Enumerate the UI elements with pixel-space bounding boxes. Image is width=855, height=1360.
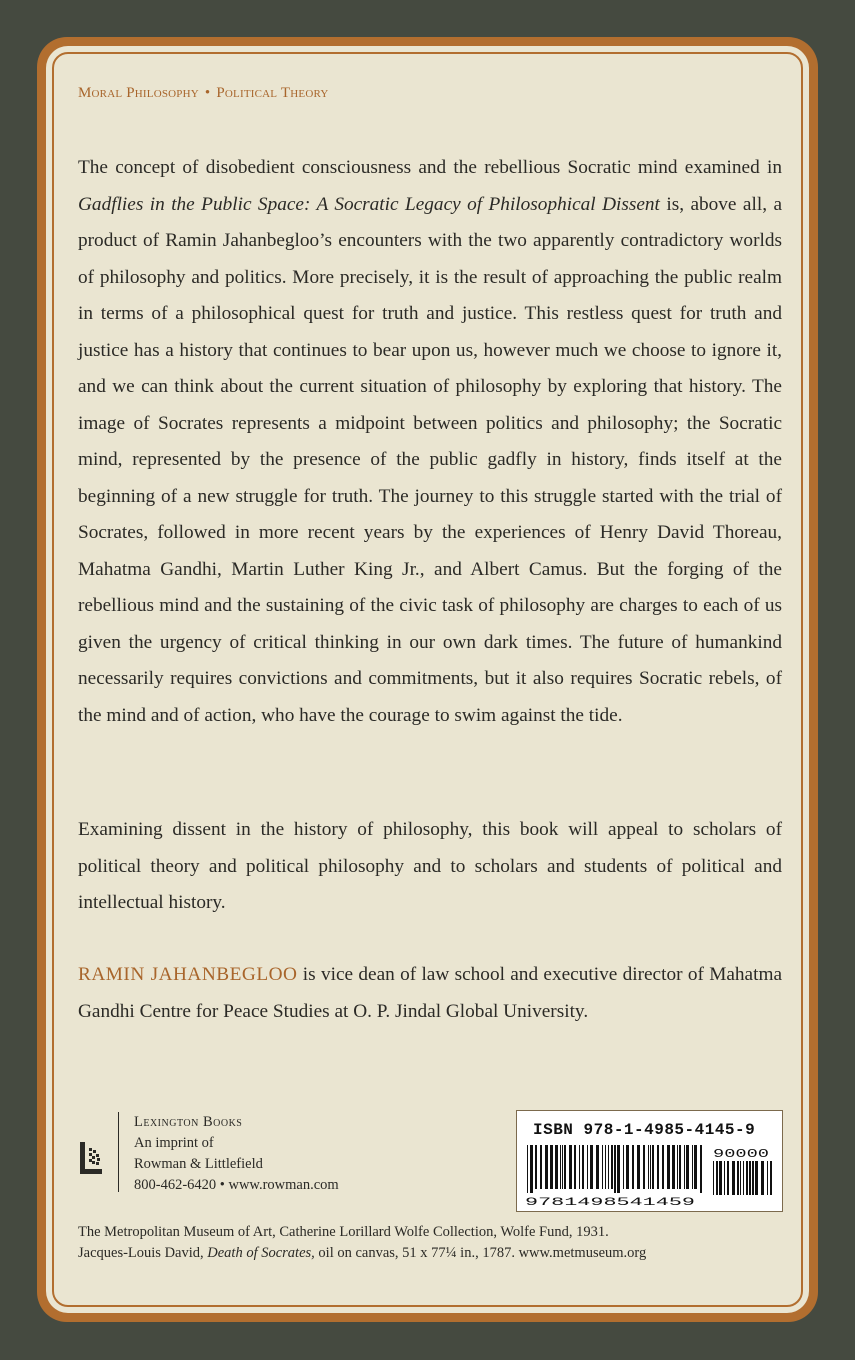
barcode-bar	[637, 1145, 640, 1189]
barcode-bar	[740, 1161, 741, 1195]
barcode-bar	[555, 1145, 558, 1189]
isbn-label: ISBN 978-1-4985-4145-9	[533, 1121, 756, 1139]
barcode-bar	[713, 1161, 714, 1195]
publisher-name: Lexington Books	[134, 1114, 243, 1130]
barcode-bar	[569, 1145, 572, 1189]
barcode-bar	[605, 1145, 606, 1189]
barcode-bar	[632, 1145, 634, 1189]
barcode-bar	[596, 1145, 599, 1189]
barcode-bar	[727, 1161, 729, 1195]
barcode-bar	[614, 1145, 616, 1193]
barcode-bar	[535, 1145, 537, 1189]
barcode-bar	[737, 1161, 739, 1195]
isbn-barcode	[516, 1110, 783, 1212]
author-bio: is vice dean of law school and executive director of Mahatma Gandhi Centre for Peace Studies at O. P. Jindal Global University.	[78, 964, 783, 1022]
barcode-bar	[562, 1145, 563, 1189]
ean-digits: 9781498541459	[525, 1197, 695, 1207]
price-code: 90000	[713, 1147, 769, 1161]
barcode-bar	[770, 1161, 772, 1195]
publisher-divider	[118, 1112, 119, 1192]
author-name: RAMIN JAHANBEGLOO	[78, 964, 298, 985]
description-paragraph	[78, 150, 782, 734]
barcode-bar	[724, 1161, 725, 1195]
description-body: is, above all, a product of Ramin Jahanbegloo’s encounters with the two apparently contradictory worlds of philosophy and politics. More precisely, it is the result of approaching the public realm in terms of a philosophical quest for truth and justice. This restless quest for truth and justice has a history that continues to bear upon us, however much we choose to ignore it, and we can think about the current situation of philosophy by exploring that history. The image of Socrates represents a midpoint between politics and philosophy; the Socratic mind, represented by the presence of the public gadfly in history, finds itself at the beginning of a new struggle for truth. The journey to this struggle started with the trial of Socrates, followed in more recent years by the experiences of Henry David Thoreau, Mahatma Gandhi, Martin Luther King Jr., and Albert Camus. But the forging of the rebellious mind and the sustaining of the civic task of philosophy are charges to each of us given the urgency of critical thinking in our own dark times. The future of humankind necessarily requires convictions and commitments, but it also requires Socratic rebels, of the mind and of action, who have the courage to swim against the tide.	[78, 193, 782, 726]
credit-line-painting	[78, 1243, 798, 1264]
barcode-bar	[755, 1161, 758, 1195]
barcode-bar	[761, 1161, 764, 1195]
barcode-bar	[677, 1145, 678, 1189]
barcode-bar	[743, 1161, 744, 1195]
barcode-bar	[590, 1145, 593, 1189]
barcode-bar	[657, 1145, 659, 1189]
barcode-bar	[540, 1145, 542, 1189]
barcode-graphic	[525, 1145, 775, 1207]
barcode-bar	[662, 1145, 664, 1189]
barcode-bar	[716, 1161, 718, 1195]
barcode-bar	[679, 1145, 681, 1189]
barcode-bar	[550, 1145, 553, 1189]
category-line	[78, 85, 329, 102]
audience-paragraph: Examining dissent in the history of philosophy, this book will appeal to scholars of political theory and political philosophy and to scholars and students of political and intellectual history.	[78, 819, 782, 913]
barcode-bar	[667, 1145, 670, 1189]
barcode-bar	[587, 1145, 588, 1189]
author-bio-paragraph	[78, 957, 782, 1030]
barcode-bar	[692, 1145, 693, 1189]
barcode-bar	[545, 1145, 548, 1189]
barcode-bar	[648, 1145, 649, 1189]
barcode-bar	[617, 1145, 620, 1193]
barcode-bar	[582, 1145, 584, 1189]
barcode-bar	[564, 1145, 566, 1189]
publisher-info	[134, 1112, 339, 1196]
barcode-bar	[623, 1145, 624, 1189]
barcode-bar	[574, 1145, 576, 1189]
barcode-bar	[719, 1161, 722, 1195]
publisher-logo-icon	[78, 1138, 106, 1178]
barcode-bar	[694, 1145, 697, 1189]
barcode-bar	[527, 1145, 528, 1193]
description-intro: The concept of disobedient consciousness and the rebellious Socratic mind examined in	[78, 157, 782, 178]
barcode-bar	[732, 1161, 735, 1195]
barcode-bar	[752, 1161, 754, 1195]
publisher-imprint: An imprint of	[134, 1135, 214, 1151]
publisher-block	[78, 1110, 378, 1192]
barcode-bar	[652, 1145, 654, 1189]
barcode-bar	[608, 1145, 609, 1189]
barcode-bar	[767, 1161, 768, 1195]
credit-artist: Jacques-Louis David,	[78, 1245, 208, 1261]
category-political-theory: Political Theory	[216, 85, 329, 101]
category-separator: •	[204, 85, 211, 101]
barcode-bar	[650, 1145, 651, 1189]
barcode-bar	[746, 1161, 748, 1195]
barcode-bar	[749, 1161, 751, 1195]
book-title: Gadflies in the Public Space: A Socratic Legacy of Philosophical Dissent	[78, 193, 660, 215]
painting-title: Death of Socrates,	[207, 1245, 315, 1261]
barcode-bar	[602, 1145, 603, 1189]
credit-line-museum: The Metropolitan Museum of Art, Catherine Lorillard Wolfe Collection, Wolfe Fund, 1931.	[78, 1224, 609, 1240]
barcode-bar	[579, 1145, 580, 1189]
publisher-contact: 800-462-6420 • www.rowman.com	[134, 1177, 339, 1193]
category-moral-philosophy: Moral Philosophy	[78, 85, 199, 101]
publisher-parent: Rowman & Littlefield	[134, 1156, 263, 1172]
barcode-bar	[530, 1145, 533, 1193]
barcode-bar	[672, 1145, 675, 1189]
barcode-bar	[560, 1145, 561, 1189]
barcode-bar	[626, 1145, 629, 1189]
cover-art-credits	[78, 1222, 798, 1264]
credit-details: oil on canvas, 51 x 77¼ in., 1787. www.metmuseum.org	[314, 1245, 647, 1261]
barcode-bar	[686, 1145, 689, 1189]
barcode-bar	[611, 1145, 613, 1189]
barcode-bar	[700, 1145, 702, 1193]
barcode-bar	[643, 1145, 645, 1189]
barcode-bar	[684, 1145, 685, 1189]
